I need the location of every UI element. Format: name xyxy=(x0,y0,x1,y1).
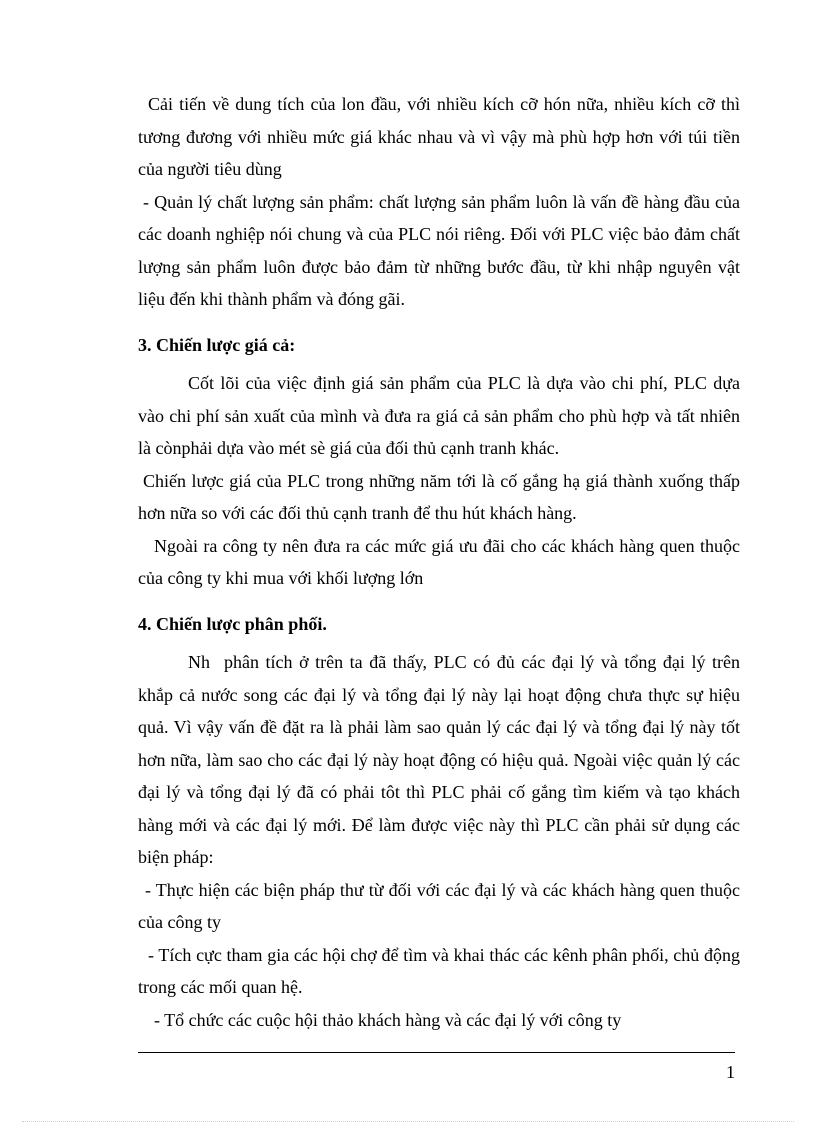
paragraph-pricing-goal: Chiến lược giá của PLC trong những năm tới là cố gắng hạ giá thành xuống thấp hơn nữa so với các đối thủ cạnh tranh để thu hút khách hàng. xyxy=(138,470,740,523)
page-number: 1 xyxy=(726,1062,735,1082)
page-bottom-edge xyxy=(22,1121,794,1122)
bullet-letters: - Thực hiện các biện pháp thư từ đối với các đại lý và các khách hàng quen thuộc của công ty xyxy=(138,879,740,932)
paragraph-can-size: Cải tiến về dung tích của lon đầu, với nhiều kích cỡ hón nữa, nhiều kích cỡ thì tương đương với nhiều mức giá khác nhau và vì vậy mà phù hợp hơn với túi tiền của người tiêu dùng xyxy=(138,94,740,179)
bullet-workshops: - Tổ chức các cuộc hội thảo khách hàng và các đại lý với công ty xyxy=(154,1009,622,1030)
paragraph-distribution xyxy=(138,646,740,874)
paragraph-distribution-lead: Nh xyxy=(188,652,210,672)
bullet-trade-fairs: - Tích cực tham gia các hội chợ để tìm và khai thác các kênh phân phối, chủ động trong các mối quan hệ. xyxy=(138,944,740,997)
paragraph-pricing-basis: Cốt lõi của việc định giá sản phẩm của PLC là dựa vào chi phí, PLC dựa vào chi phí sản xuất của mình và đưa ra giá cả sản phẩm cho phù hợp và tất nhiên là cònphải dựa vào mét sè giá của đối thủ cạnh tranh khác. xyxy=(138,373,740,458)
heading-pricing-strategy: 3. Chiến lược giá cả: xyxy=(138,334,296,355)
paragraph-quality-management: - Quản lý chất lượng sản phẩm: chất lượng sản phẩm luôn là vấn đề hàng đầu của các doanh nghiệp nói chung và của PLC nói riêng. Đối với PLC việc bảo đảm chất lượng sản phẩm luôn được bảo đảm từ những bước đầu, từ khi nhập nguyên vật liệu đến khi thành phẩm và đóng gãi. xyxy=(138,191,740,309)
paragraph-pricing-discount: Ngoài ra công ty nên đưa ra các mức giá ưu đãi cho các khách hàng quen thuộc của công ty khi mua với khối lượng lớn xyxy=(138,535,740,588)
footer-divider xyxy=(138,1052,735,1053)
heading-distribution-strategy: 4. Chiến lược phân phối. xyxy=(138,613,327,634)
page-body xyxy=(138,88,740,1036)
paragraph-distribution-rest: phân tích ở trên ta đã thấy, PLC có đủ các đại lý và tổng đại lý trên khắp cả nước song các đại lý và tổng đại lý này lại hoạt động chưa thực sự hiệu quả. Vì vậy vấn đề đặt ra là phải làm sao quản lý các đại lý và tổng đại lý này tốt hơn nữa, làm sao cho các đại lý này hoạt động có hiệu quả. Ngoài việc quản lý các đại lý và tổng đại lý đã có phải tôt thì PLC phải cố gắng tìm kiếm và tạo khách hàng mới và các đại lý mới. Để làm được việc này thì PLC cần phải sử dụng các biện pháp: xyxy=(138,652,740,867)
